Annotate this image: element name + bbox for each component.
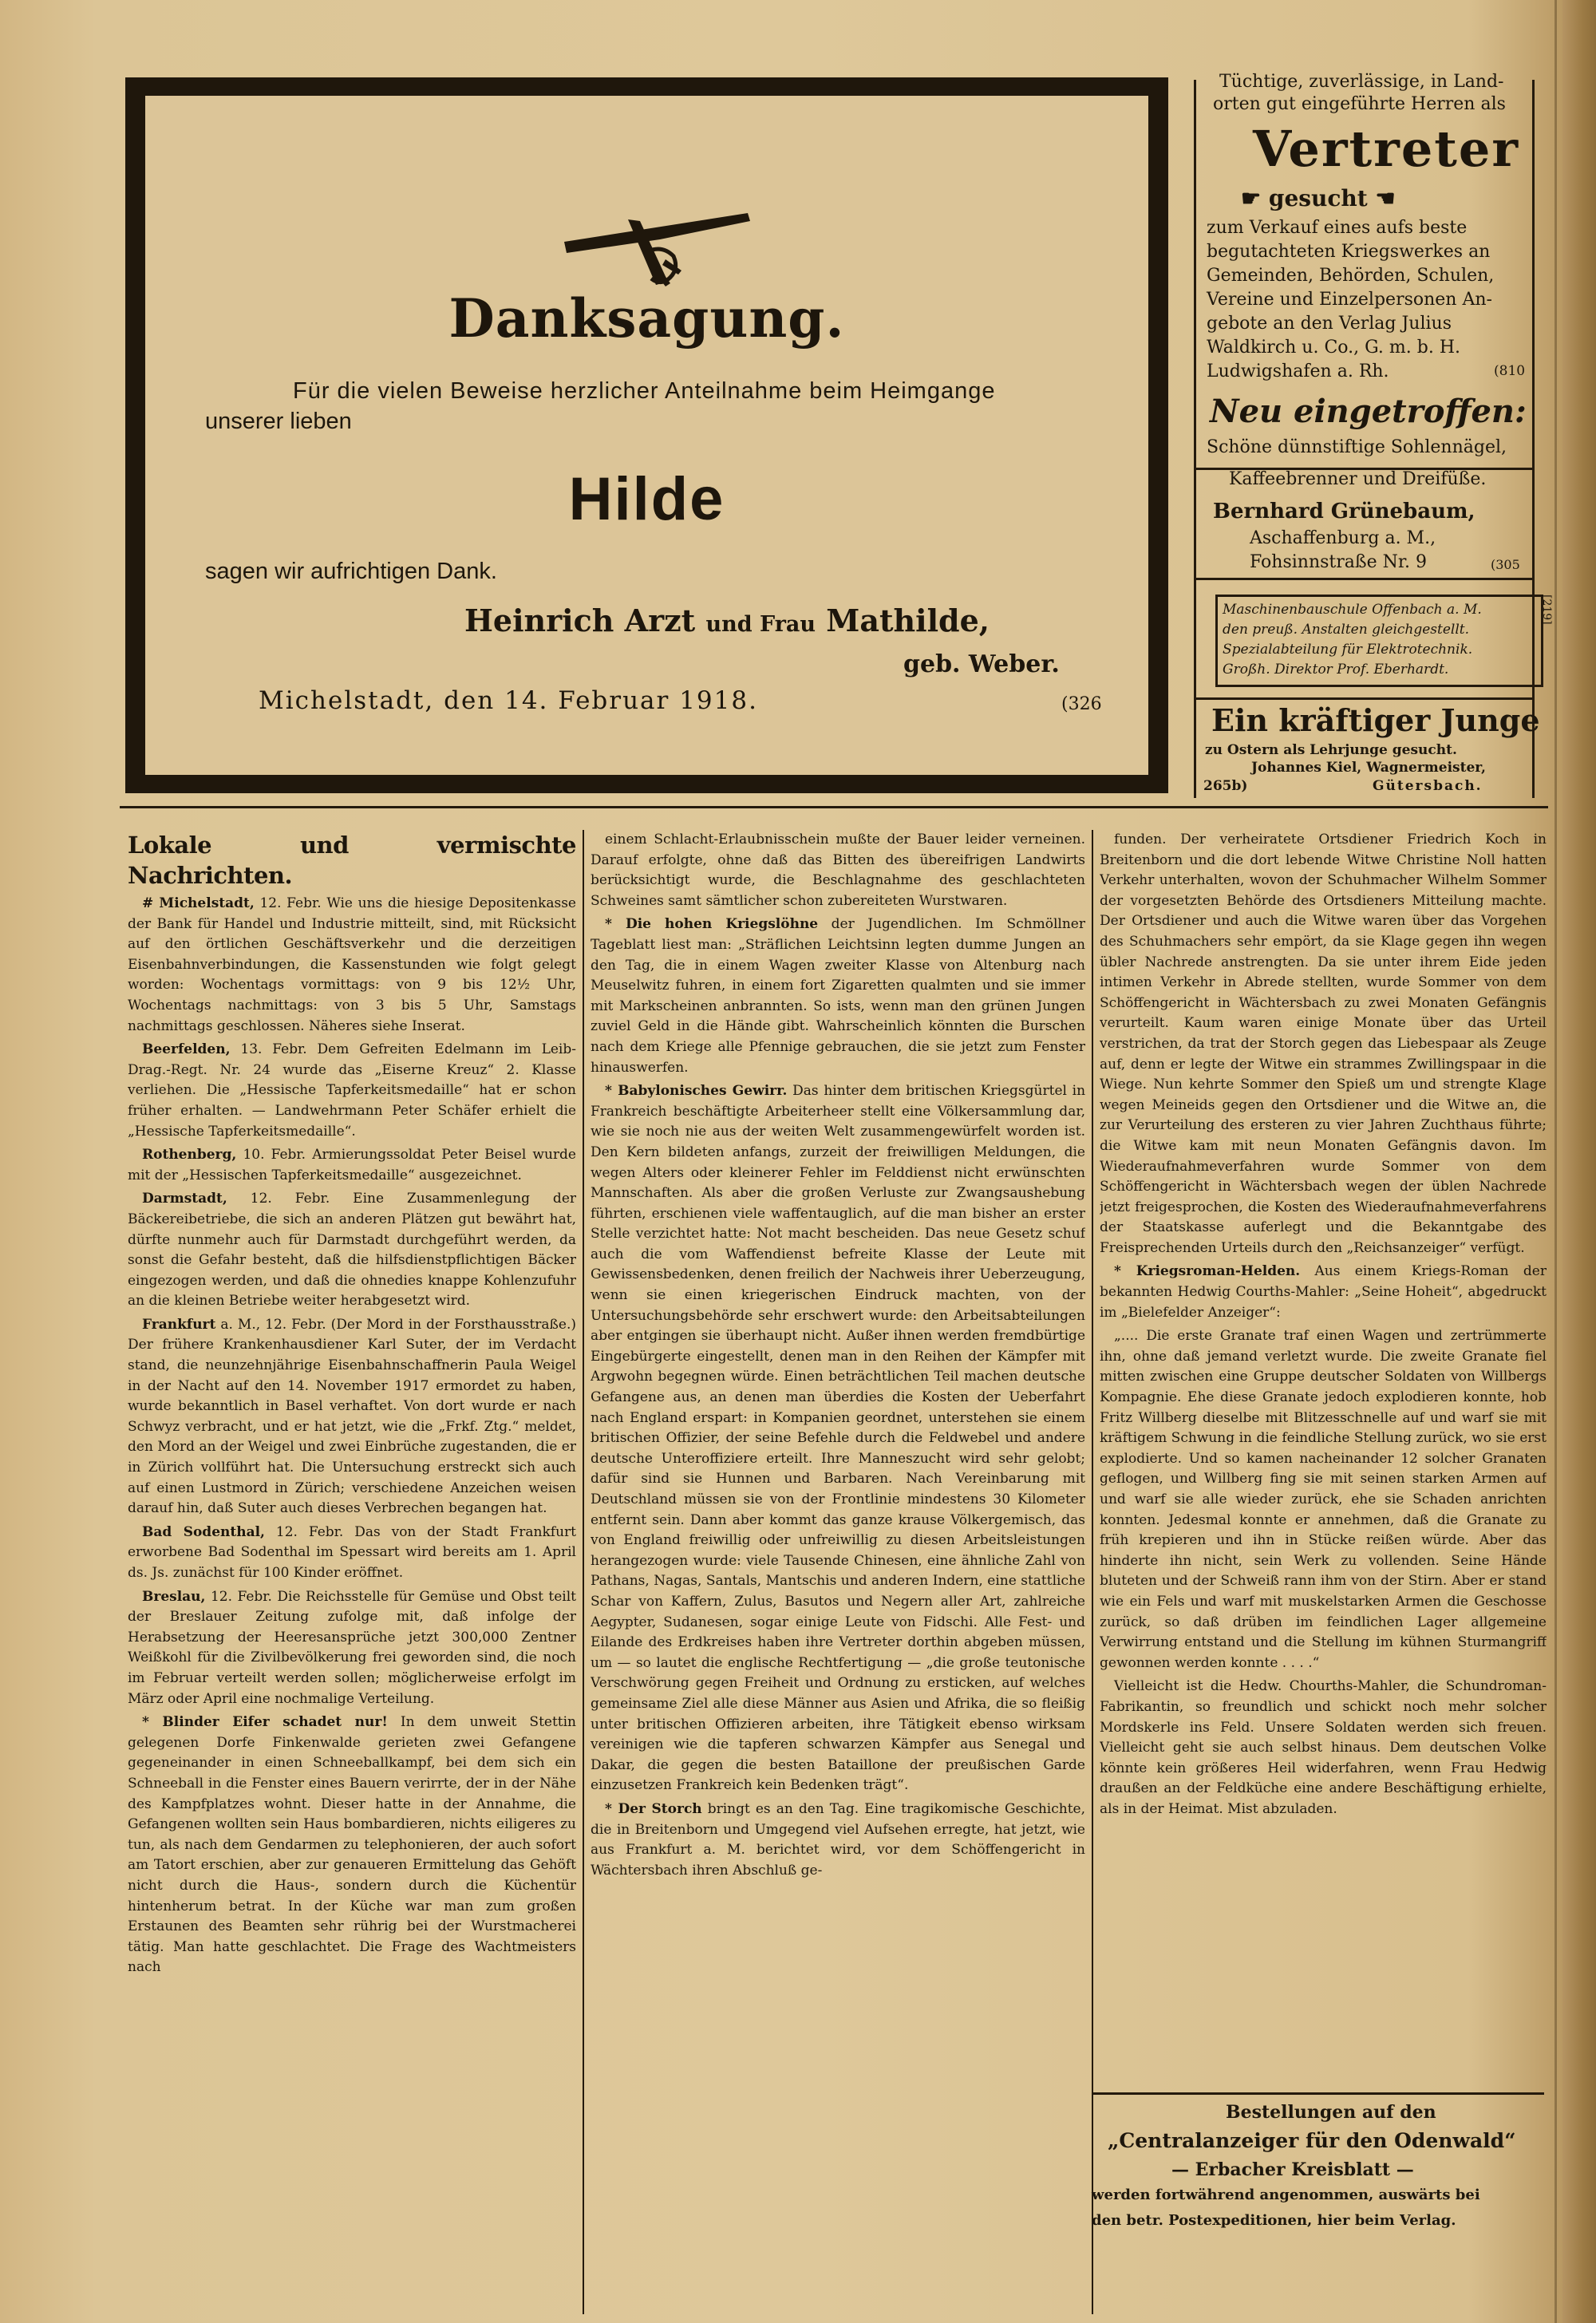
- article-text: 12. Febr. Die Reichsstelle für Gemüse und Obst teilt der Breslauer Zeitung zufolge mit, daß infolge der Herabsetzung der Heeresansprüche jetzt 300,000 Zentner Weißkohl für die Zivilbevölkerung frei geworden sind, die noch im Februar verteilt werden sollen; möglicherweise erfolgt im März oder April eine nochmalige Verteilung.: [128, 1588, 576, 1707]
- article-text: funden. Der verheiratete Ortsdiener Friedrich Koch in Breitenborn und die dort lebende Witwe Christine Noll hatten Verkehr unterhalten, wovon der Schuhmacher Wilhelm Sommer der vorgesetzten Behörde des Ortsdieners Mitteilung machte. Der Ortsdiener und auch die Witwe waren über das Vorgehen des Schuhmachers sehr empört, da sie Klage gegen ihn wegen übler Nachrede anstrengten. Da sie unter ihrem Eide jeden intimen Verkehr in Abrede stellten, wurde Sommer von dem Schöffengericht in Wächtersbach zu zwei Monaten Gefängnis verurteilt. Kaum waren einige Monate über das Urteil verstrichen, da trat der Storch gegen das Liebespaar als Zeuge auf, denn er legte der Witwe ein strammes Zwillingspaar in die Wiege. Nun kehrte Sommer den Spieß um und strengte Klage wegen Meineids gegen den Ortsdiener und die Witwe an, die zur Verurteilung des ersteren zu vier Jahren Zuchthaus führte; die Witwe kam mit neun Monaten Gefängnis davon. Im Wiederaufnahmeverfahren wurde Sommer von dem Schöffengericht in Wächtersbach wegen der üblen Nachrede jetzt freigesprochen, die Kosten des Wiederaufnahmeverfahrens der Staatskasse auferlegt und die Bekanntgabe des Freisprechenden Urteils durch den „Reichsanzeiger“ verfügt.: [1100, 832, 1547, 1256]
- article-text: 10. Febr. Armierungssoldat Peter Beisel wurde mit der „Hessischen Tapferkeitsmedaille“ ausgezeichnet.: [128, 1147, 576, 1183]
- article-text: 13. Febr. Dem Gefreiten Edelmann im Leib-Drag.-Regt. Nr. 24 wurde das „Eiserne Kreuz“ 2. Klasse verliehen. Die „Hessische Tapferkeitsmedaille“ hat er schon früher erhalten. — Landwehrmann Peter Schäfer erhielt die „Hessische Tapferkeitsmedaille“.: [128, 1041, 576, 1140]
- signer-name: Mathilde,: [826, 602, 990, 638]
- article-paragraph: [128, 1315, 576, 1519]
- article-dateline: * Babylonisches Gewirr.: [605, 1083, 788, 1100]
- ad-column-border: [1532, 80, 1535, 798]
- ad-code: 265b): [1203, 778, 1248, 794]
- ad-text-line: Schöne dünnstiftige Sohlennägel,: [1207, 437, 1507, 457]
- article-text: Vielleicht ist die Hedw. Chourths-Mahler, die Schundroman-Fabrikantin, so freundlich und schickt noch mehr solcher Mordskerle ins Feld. Unsere Soldaten werden sich freuen. Vielleicht geht sie auch selbst hinaus. Dem deutschen Volke könnte kein größeres Heil widerfahren, wenn Frau Hedwig draußen an der Feldküche eine andere Beschäftigung erhielte, als in der Heimat. Mist abzuladen.: [1100, 1678, 1547, 1817]
- ad-code: (305: [1491, 557, 1520, 572]
- ad-text-line: Fohsinnstraße Nr. 9: [1250, 552, 1427, 572]
- article-paragraph: [591, 915, 1085, 1078]
- article-paragraph: [128, 1145, 576, 1186]
- article-paragraph: [591, 830, 1085, 911]
- article-dateline: Breslau,: [142, 1588, 206, 1605]
- ad-text-line: Waldkirch u. Co., G. m. b. H.: [1207, 338, 1461, 358]
- notice-deceased-name: Hilde: [568, 465, 725, 533]
- article-text: „.... Die erste Granate traf einen Wagen und zertrümmerte ihn, ohne daß jemand verletzt wurde. Die zweite Granate fiel mitten zwischen eine Gruppe deutscher Soldaten von Willbergs Kompagnie. Ehe diese Granate jedoch explodieren konnte, hob Fritz Willberg dieselbe mit Blitzesschnelle auf und warf sie mit kräftigem Schwung in die feindliche Stellung zurück, wo sie erst explodierte. Und so kamen nacheinander 12 solcher Granaten geflogen, und Willberg fing sie mit seinen starken Armen auf und warf sie alle wieder zurück, ehe sie Schaden anrichten konnten. Jedesmal konnte er annehmen, daß die Granate zu früh krepieren und ihn in Stücke reißen würde. Aber das hinderte ihn nicht, sein Werk zu vollenden. Seine Hände bluteten und der Schweiß rann ihm von der Stirn. Aber er stand wie ein Fels und warf mit muskelstarken Armen die Geschosse zurück, so daß drüben im feindlichen Lager allgemeine Verwirrung entstand und die Stellung im kühnen Sturmangriff gewonnen werden konnte . . . .“: [1100, 1328, 1547, 1671]
- section-rule: [120, 806, 1548, 808]
- ad-code: [219]: [1540, 595, 1553, 625]
- article-text: 12. Febr. Wie uns die hiesige Depositenkasse der Bank für Handel und Industrie mitteilt, sind, mit Rücksicht auf den örtlichen Geschäftsverkehr und die derzeitigen Eisenbahnverbindungen, die Kassenstunden wie folgt gelegt worden: Wochentags vormittags: von 9 bis 12½ Uhr, Wochentags nachmittags: von 3 bis 5 Uhr, Samstags nachmittags geschlossen. Näheres siehe Inserat.: [128, 895, 576, 1034]
- article-dateline: # Michelstadt,: [142, 895, 255, 911]
- article-dateline: Frankfurt: [142, 1316, 216, 1333]
- notice-text-line: sagen wir aufrichtigen Dank.: [205, 559, 497, 584]
- notice-code: (326: [1061, 694, 1102, 714]
- ad-text-line: Tüchtige, zuverlässige, in Land-: [1219, 72, 1504, 92]
- broken-cross-wreath-icon: [560, 203, 752, 299]
- ad-text-line: Ludwigshafen a. Rh.: [1207, 361, 1389, 381]
- column-divider: [583, 830, 584, 2314]
- article-dateline: Beerfelden,: [142, 1041, 231, 1058]
- ad-text-line: Gemeinden, Behörden, Schulen,: [1207, 266, 1495, 286]
- article-paragraph: [128, 1523, 576, 1584]
- article-text: 12. Febr. Eine Zusammenlegung der Bäckereibetriebe, die sich an anderen Plätzen gut bewährt hat, dürfte nunmehr auch für Darmstadt durchgeführt werden, da sonst die Gefahr besteht, daß die hilfsdienstpflichtigen Bäcker eingezogen werden, und daß die ohnedies knappe Kohlenzufuhr an die kleinen Betriebe weiter herabgesetzt wird.: [128, 1191, 576, 1310]
- article-text: 12. Febr. Das von der Stadt Frankfurt erworbene Bad Sodenthal im Spessart wird bereits am 1. April ds. Js. zunächst für 100 Kinder eröffnet.: [128, 1523, 576, 1581]
- ad-text-line: Kaffeebrenner und Dreifüße.: [1229, 469, 1487, 489]
- ad-text-line: Gütersbach.: [1373, 778, 1483, 794]
- subscription-line: werden fortwährend angenommen, auswärts bei: [1092, 2187, 1480, 2203]
- notice-maiden-name: geb. Weber.: [903, 650, 1060, 678]
- death-notice: [145, 96, 1148, 775]
- ad-subtitle: [1241, 185, 1396, 211]
- ad-text-line: Johannes Kiel, Wagnermeister,: [1251, 760, 1486, 776]
- article-text: bringt es an den Tag. Eine tragikomische Geschichte, die in Breitenborn und Umgegend viel Aufsehen erregte, hat jetzt, wie aus Frankfurt a. M. berichtet wird, vor dem Schöffengericht in Wächtersbach ihren Abschluß ge-: [591, 1800, 1085, 1879]
- article-paragraph: [1100, 1326, 1547, 1673]
- subscription-line: den betr. Postexpeditionen, hier beim Verlag.: [1092, 2212, 1456, 2229]
- article-paragraph: [128, 894, 576, 1037]
- ad-code: (810: [1494, 363, 1526, 379]
- ad-text-line: Vereine und Einzelpersonen An-: [1207, 290, 1492, 310]
- notice-signers: [464, 602, 990, 638]
- ad-text-line: zu Ostern als Lehrjunge gesucht.: [1205, 742, 1457, 758]
- article-paragraph: [128, 1040, 576, 1142]
- ad-text-line: Großh. Direktor Prof. Eberhardt.: [1223, 662, 1449, 678]
- article-text: Das hinter dem britischen Kriegsgürtel in Frankreich beschäftigte Arbeiterheer stellt eine Völkersammlung dar, wie sie noch nie aus der weiten Welt zusammengewürfelt worden ist. Den Kern bildeten anfangs, zurzeit der freiwilligen Meldungen, die wegen Alters oder kleinerer Fehler im Felddienst nicht erwünschten Mannschaften. Als aber die großen Verluste zur Zwangsaushebung führten, erschienen viele waffentauglich, auf die man bisher an erster Stelle verzichtet hatte: Not macht bescheiden. Das neue Gesetz schuf auch die vom Waffendienst befreite Klasse der Leute mit Gewissensbedenken, denen freilich der Nachweis ihrer Ueberzeugung, wenn sie einen kriegerischen Eindruck machten, von der Untersuchungsbehörde sehr erschwert wurde: den Arbeitsabteilungen aber entgingen sie überhaupt nicht. Außer ihnen werden fremdbürtige Eingebürgerte eingestellt, denen man in den Reihen der Kämpfer mit Argwohn begegnen würde. Einen beträchtlichen Teil machen deutsche Gefangene aus, an denen man überdies die Kosten der Ueberfahrt nach England erspart: in Kompanien geordnet, unterstehen sie einem britischen Offizier, der seine Befehle durch die Feldwebel und andere deutsche Unteroffiziere erteilt. Ihre Manneszucht wird sehr gelobt; dafür sind sie Hunnen und Barbaren. Nach Vereinbarung mit Deutschland müssen sie von der Frontlinie mindestens 30 Kilometer entfernt sein. Dann aber kommt das ganze krause Völkergemisch, das von England freiwillig oder unfreiwillig zu diesen Arbeitsleistungen herangezogen wurde: viele Tausende Chinesen, eine ähnliche Zahl von Pathans, Nagas, Santals, Mantschis und anderen Indern, eine stattliche Schar von Kaffern, Zulus, Basutos und Negern aller Art, zahlreiche Aegypter, Sudanesen, sogar einige Leute von Fidschi. Alle Fest- und Eilande des Erdkreises haben ihre Vertreter dorthin abgeben müssen, um — so lautet die englische Rechtfertigung — „die große teutonische Verschwörung gegen Freiheit und Ordnung zu ersticken, auf welches gemeinsame Ziel alle diese Männer aus Asien und Afrika, die so fleißig unter britischen Offizieren arbeiten, ihre Tätigkeit ebenso wirksam vereinigen wie die tapferen schwarzen Kämpfer aus Senegal und Dakar, die gegen die besten Bataillone der preußischen Garde einzusetzen Frankreich kein Bedenken trägt“.: [591, 1083, 1085, 1794]
- article-paragraph: [591, 1800, 1085, 1881]
- article-dateline: Rothenberg,: [142, 1147, 237, 1163]
- subscription-notice: [1092, 2091, 1543, 2319]
- ad-maschinenbauschule: [1215, 595, 1543, 687]
- article-text: Aus einem Kriegs-Roman der bekannten Hedwig Courths-Mahler: „Seine Hoheit“, abgedruckt im „Bielefelder Anzeiger“:: [1100, 1263, 1547, 1321]
- ad-text-line: gebote an den Verlag Julius: [1207, 314, 1452, 334]
- ad-gesucht: gesucht: [1268, 185, 1368, 211]
- ad-title: Vertreter: [1253, 120, 1520, 178]
- ad-business-name: Bernhard Grünebaum,: [1213, 500, 1476, 523]
- article-paragraph: [1100, 830, 1547, 1258]
- notice-text-line: unserer lieben: [205, 409, 352, 434]
- article-paragraph: [128, 1587, 576, 1710]
- subscription-line: Bestellungen auf den: [1226, 2102, 1436, 2123]
- article-dateline: Darmstadt,: [142, 1191, 227, 1207]
- ad-text-line: Maschinenbauschule Offenbach a. M.: [1223, 602, 1482, 618]
- article-text: einem Schlacht-Erlaubnisschein mußte der Bauer leider verneinen. Darauf erfolgte, ohne daß das Bitten des übereifrigen Landwirts berücksichtigt wurde, die Beschlagnahme des geschlachteten Schweines samt sämtlicher schon zubereiteten Wurstwaren.: [591, 832, 1085, 909]
- ad-text-line: begutachteten Kriegswerkes an: [1207, 242, 1491, 262]
- article-text: der Jugendlichen. Im Schmöllner Tageblatt liest man: „Sträflichen Leichtsinn legten dumme Jungen an den Tag, die in einem Wagen zweiter Klasse von Altenburg nach Meuselwitz fuhren, in einem fort Zigaretten qualmten und sie immer mit Markscheinen anbrannten. So ists, wenn man den grünen Jungen zuviel Geld in die Hände gibt. Wahrscheinlich könnten die Burschen nach dem Kriege alle Pfennige gebrauchen, die sie jetzt zum Fenster hinauswerfen.: [591, 916, 1085, 1076]
- pointing-hand-icon: ☚: [1367, 185, 1396, 211]
- notice-date: Michelstadt, den 14. Februar 1918.: [259, 686, 758, 715]
- article-dateline: * Blinder Eifer schadet nur!: [142, 1714, 388, 1731]
- article-paragraph: [1100, 1677, 1547, 1819]
- pointing-hand-icon: ☛: [1241, 185, 1269, 211]
- article-paragraph: [591, 1081, 1085, 1796]
- article-column-1: [128, 830, 576, 2314]
- notice-title: Danksagung.: [448, 287, 845, 350]
- ad-text-line: Aschaffenburg a. M.,: [1250, 528, 1436, 548]
- page-gutter: [1562, 0, 1596, 2323]
- ad-text-line: orten gut eingeführte Herren als: [1213, 94, 1506, 114]
- subscription-line: „Centralanzeiger für den Odenwald“: [1108, 2129, 1516, 2152]
- ad-column-divider: [1194, 80, 1196, 798]
- ad-divider: [1195, 578, 1535, 580]
- ad-divider: [1195, 697, 1535, 700]
- signer-conjunction: und Frau: [705, 612, 816, 637]
- article-text: In dem unweit Stettin gelegenen Dorfe Finkenwalde gerieten zwei Gefangene gegeneinander in einen Schneeballkampf, bei dem sich ein Schneeball in die Fenster eines Bauern verirrte, der in der Nähe des Kampfplatzes wohnt. Dieser hatte in der Annahme, die Gefangenen wollten sein Haus bombardieren, nichts eiligeres zu tun, als nach dem Gendarmen zu telephonieren, der auch sofort am Tatort erschien, aber zur genaueren Ermittelung das Gehöft nicht durch die Haus-, sondern durch die Küchentür hintenherum betrat. In der Küche war man zum großen Erstaunen des Beamten sehr rührig bei der Wurstmacherei tätig. Man hatte geschlachtet. Die Frage des Wachtmeisters nach: [128, 1714, 576, 1976]
- notice-text-line: Für die vielen Beweise herzlicher Anteilnahme beim Heimgange: [293, 378, 996, 404]
- article-paragraph: [128, 1189, 576, 1312]
- article-paragraph: [1100, 1262, 1547, 1323]
- subscription-line: — Erbacher Kreisblatt —: [1171, 2159, 1414, 2180]
- article-paragraph: [128, 1713, 576, 1978]
- article-dateline: * Die hohen Kriegslöhne: [605, 916, 819, 933]
- ad-text-line: den preuß. Anstalten gleichgestellt.: [1223, 622, 1470, 638]
- article-dateline: * Der Storch: [605, 1800, 702, 1817]
- article-column-2: [591, 830, 1085, 2314]
- ad-title: Ein kräftiger Junge: [1211, 702, 1540, 738]
- article-text: a. M., 12. Febr. (Der Mord in der Forsthausstraße.) Der frühere Krankenhausdiener Karl Suter, der im Verdacht stand, die neunzehnjährige Eisenbahnschaffnerin Paula Weigel in der Nacht auf den 14. November 1917 ermordet zu haben, wurde bekanntlich in Basel verhaftet. Von dort wurde er nach Schwyz verbracht, und er hat jetzt, wie die „Frkf. Ztg.“ meldet, den Mord an der Weigel und zwei Einbrüche zugestanden, die er in Zürich vollführt hat. Die Untersuchung erstreckt sich auch auf einen Lustmord in Zürich; verschiedene Anzeichen weisen darauf hin, daß Suter auch dieses Verbrechen begangen hat.: [128, 1316, 576, 1517]
- ad-title: Neu eingetroffen:: [1210, 393, 1527, 430]
- article-dateline: * Kriegsroman-Helden.: [1114, 1263, 1301, 1280]
- section-headline: Lokale und vermischte Nachrichten.: [128, 832, 576, 889]
- signer-name: Heinrich Arzt: [464, 602, 696, 638]
- ad-text-line: Spezialabteilung für Elektrotechnik.: [1223, 642, 1473, 658]
- ad-text-line: zum Verkauf eines aufs beste: [1207, 218, 1468, 238]
- page-edge-line: [1555, 0, 1557, 2323]
- article-dateline: Bad Sodenthal,: [142, 1523, 265, 1540]
- article-column-3: [1100, 830, 1547, 2083]
